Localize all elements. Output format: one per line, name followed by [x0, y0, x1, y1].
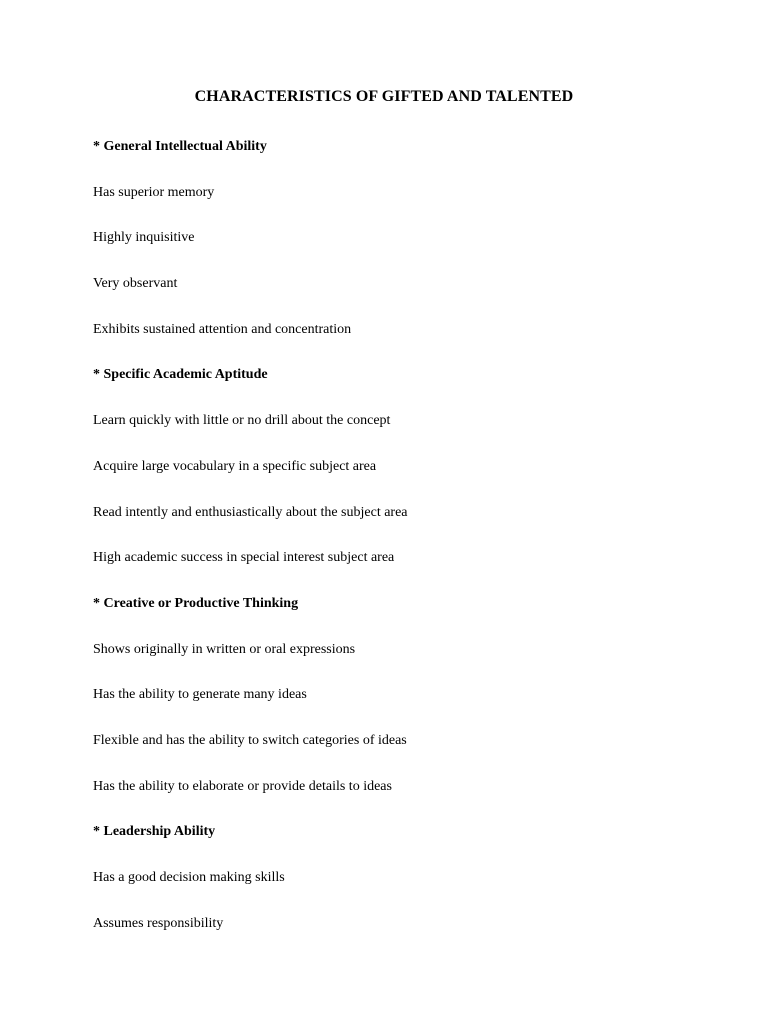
section-heading-leadership-ability: * Leadership Ability [93, 824, 216, 840]
list-item: High academic success in special interest subject area [93, 550, 395, 566]
list-item: Highly inquisitive [93, 230, 195, 246]
list-item: Shows originally in written or oral expressions [93, 641, 356, 657]
list-item: Acquire large vocabulary in a specific subject area [93, 458, 377, 474]
list-item: Read intently and enthusiastically about the subject area [93, 504, 408, 520]
section-heading-specific-academic-aptitude: * Specific Academic Aptitude [93, 367, 268, 383]
section-heading-general-intellectual-ability: * General Intellectual Ability [93, 139, 267, 154]
list-item: Learn quickly with little or no drill about the concept [93, 413, 391, 429]
list-item: Has superior memory [93, 184, 215, 200]
document-title: CHARACTERISTICS OF GIFTED AND TALENTED [194, 88, 574, 105]
list-item: Flexible and has the ability to switch categories of ideas [93, 732, 407, 748]
list-item: Exhibits sustained attention and concentration [93, 321, 352, 337]
section-heading-creative-or-productive-thinking: * Creative or Productive Thinking [93, 595, 299, 611]
list-item: Very observant [93, 276, 178, 292]
list-item: Has the ability to elaborate or provide details to ideas [93, 778, 392, 794]
document-body [93, 137, 733, 959]
list-item: Has the ability to generate many ideas [93, 687, 307, 703]
list-item: Assumes responsibility [93, 915, 224, 931]
list-item: Has a good decision making skills [93, 870, 285, 885]
